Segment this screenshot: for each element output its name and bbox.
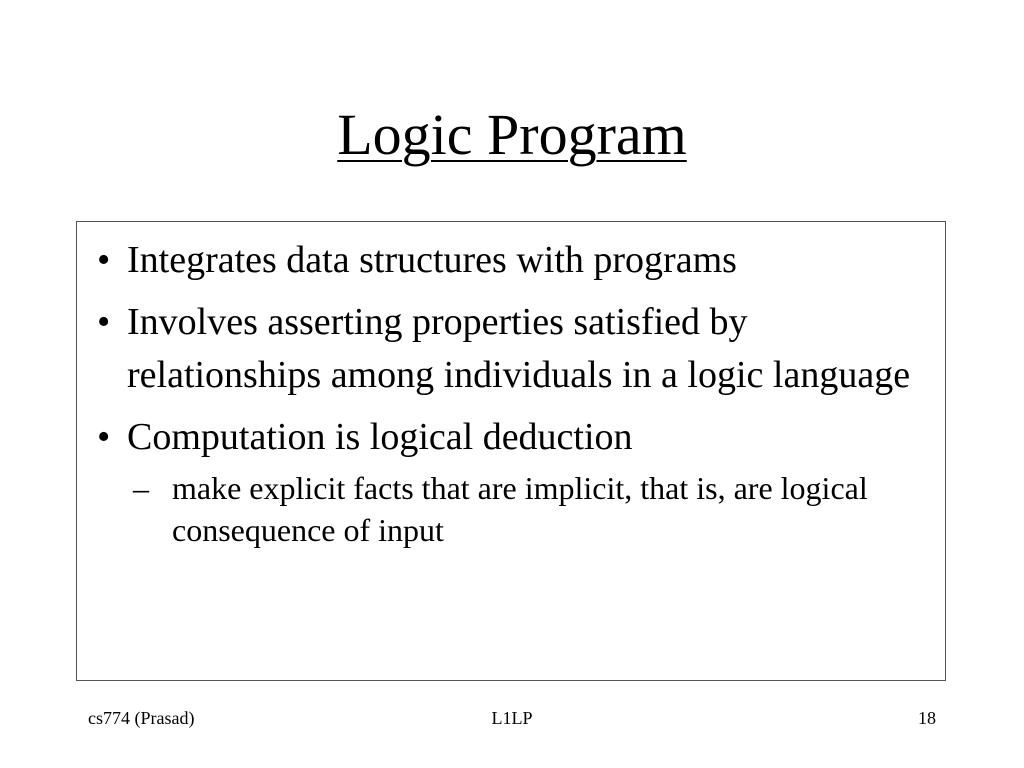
- bullet-marker: •: [97, 301, 111, 343]
- bullet-list: [89, 234, 939, 560]
- slide-title: [0, 100, 1024, 170]
- footer-page-number: 18: [918, 708, 936, 728]
- sub-bullet-list: [127, 467, 939, 551]
- sub-bullet-item: [127, 467, 939, 551]
- bullet-text: Computation is logical deduction: [127, 416, 633, 458]
- sub-bullet-text: make explicit facts that are implicit, that is, are logical consequence of input: [172, 470, 868, 548]
- content-box: [76, 221, 946, 681]
- footer-slide-id: L1LP: [491, 708, 533, 728]
- sub-bullet-marker: –: [133, 470, 149, 506]
- slide-title-text: Logic Program: [337, 102, 687, 167]
- footer-course: cs774 (Prasad): [88, 708, 195, 728]
- bullet-marker: •: [97, 416, 111, 458]
- bullet-text: Integrates data structures with programs: [127, 239, 737, 281]
- bullet-text: Involves asserting properties satisfied by relationships among individuals in a logic language: [127, 301, 911, 396]
- bullet-item: [89, 234, 939, 287]
- bullet-item: [89, 296, 939, 402]
- bullet-item: [89, 411, 939, 551]
- bullet-marker: •: [97, 239, 111, 281]
